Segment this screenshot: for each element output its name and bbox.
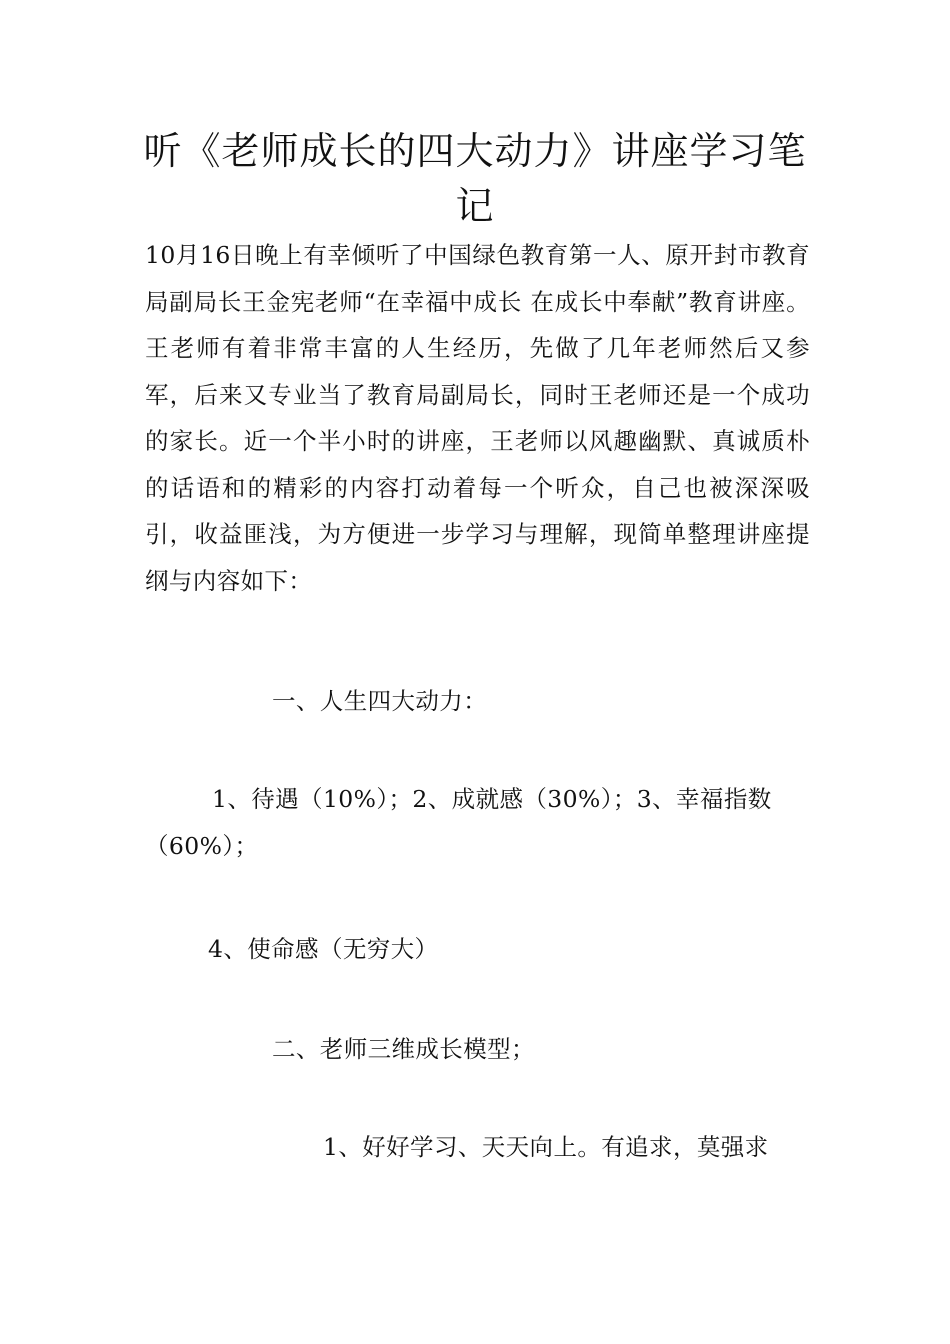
document-title: 听《老师成长的四大动力》讲座学习笔记 (143, 129, 807, 228)
section-1-item-4: 4、使命感（无穷大） (208, 935, 439, 963)
section-1-items-line-2: （60%）； (145, 832, 259, 860)
section-1-items-line-1: 1、待遇（10%）；2、成就感（30%）；3、幸福指数 (212, 785, 772, 813)
intro-paragraph: 10月16日晚上有幸倾听了中国绿色教育第一人、原开封市教育局副局长王金宪老师“在幸福中成长 在成长中奉献”教育讲座。王老师有着非常丰富的人生经历，先做了几年老师然后又参军，后来又专业当了教育局副局长，同时王老师还是一个成功的家长。近一个半小时的讲座，王老师以风趣幽默、真诚质朴的话语和的精彩的内容打动着每一个听众，自己也被深深吸引，收益匪浅，为方便进一步学习与理解，现简单整理讲座提纲与内容如下： (145, 241, 810, 595)
section-2-item-1: 1、好好学习、天天向上。有追求，莫强求 (323, 1133, 769, 1161)
section-2-heading: 二、老师三维成长模型； (272, 1035, 535, 1063)
section-1-heading: 一、人生四大动力： (272, 687, 488, 715)
